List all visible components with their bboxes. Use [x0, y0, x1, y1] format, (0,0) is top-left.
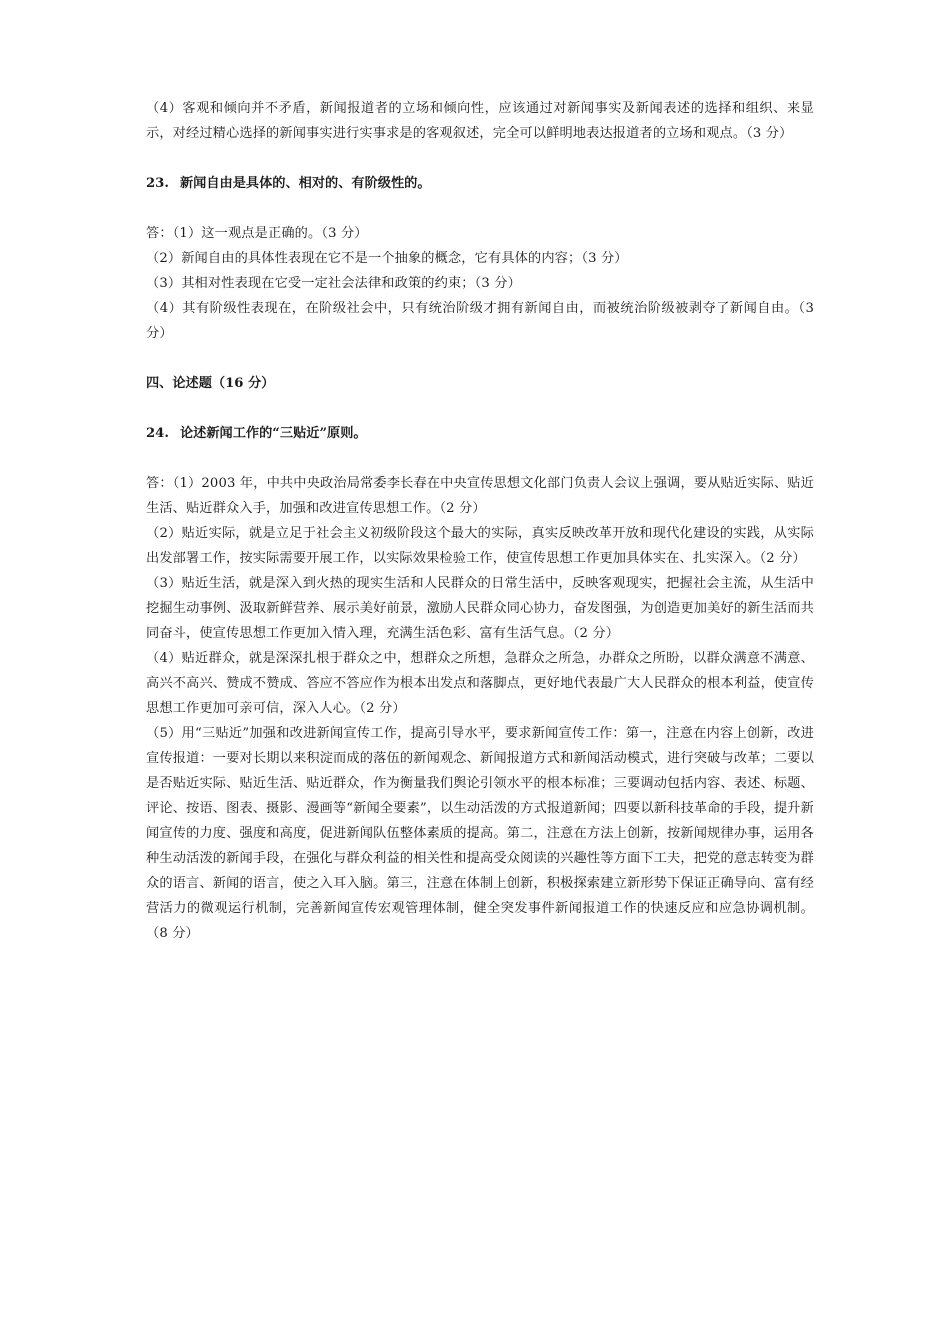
spacer — [146, 396, 814, 421]
question-24-number: 24. — [146, 426, 169, 441]
spacer — [146, 346, 814, 371]
document-page — [146, 96, 814, 946]
question-23-title — [146, 171, 814, 196]
question-24-title — [146, 421, 814, 446]
question-23-answer-3: （3）其相对性表现在它受一定社会法律和政策的约束；（3 分） — [146, 276, 521, 291]
question-23-answer-2: （2）新闻自由的具体性表现在它不是一个抽象的概念，它有具体的内容；（3 分） — [146, 251, 628, 266]
question-24-answer-3: （3）贴近生活，就是深入到火热的现实生活和人民群众的日常生活中，反映客观现实，把握社会主流，从生活中挖掘生动事例、汲取新鲜营养、展示美好前景，激励人民群众同心协力，奋发图强，为创造更加美好的新生活而共同奋斗，使宣传思想工作更加入情入理，充满生活色彩、富有生活气息。（2 分） — [146, 576, 814, 641]
spacer — [146, 446, 814, 471]
prev-answer-item-4: （4）客观和倾向并不矛盾，新闻报道者的立场和倾向性，应该通过对新闻事实及新闻表述的选择和组织、来显示，对经过精心选择的新闻事实进行实事求是的客观叙述，完全可以鲜明地表达报道者的立场和观点。（3 分） — [146, 101, 814, 141]
question-24-answer-1: 答：（1）2003 年，中共中央政治局常委李长春在中央宣传思想文化部门负责人会议上强调，要从贴近实际、贴近生活、贴近群众入手，加强和改进宣传思想工作。（2 分） — [146, 476, 814, 516]
section-4-title: 四、论述题（16 分） — [146, 376, 275, 391]
question-24-answer-2: （2）贴近实际，就是立足于社会主义初级阶段这个最大的实际，真实反映改革开放和现代化建设的实践，从实际出发部署工作，按实际需要开展工作，以实际效果检验工作，使宣传思想工作更加具体实在、扎实深入。（2 分） — [146, 526, 814, 566]
question-24-text: 论述新闻工作的“三贴近”原则。 — [180, 426, 367, 441]
spacer — [146, 196, 814, 221]
question-23-number: 23. — [146, 176, 169, 191]
question-23-answer-1: 答：（1）这一观点是正确的。（3 分） — [146, 226, 368, 241]
question-24-answer-4: （4）贴近群众，就是深深扎根于群众之中，想群众之所想，急群众之所急，办群众之所盼，以群众满意不满意、高兴不高兴、赞成不赞成、答应不答应作为根本出发点和落脚点，更好地代表最广大人民群众的根本利益，使宣传思想工作更加可亲可信，深入人心。（2 分） — [146, 651, 814, 716]
question-23-answer-4: （4）其有阶级性表现在，在阶级社会中，只有统治阶级才拥有新闻自由，而被统治阶级被剥夺了新闻自由。（3 分） — [146, 301, 814, 341]
question-23-text: 新闻自由是具体的、相对的、有阶级性的。 — [180, 176, 431, 191]
question-24-answer-5: （5）用“三贴近”加强和改进新闻宣传工作，提高引导水平，要求新闻宣传工作：第一，注意在内容上创新，改进宣传报道：一要对长期以来积淀而成的落伍的新闻观念、新闻报道方式和新闻活动模式，进行突破与改革；二要以是否贴近实际、贴近生活、贴近群众，作为衡量我们舆论引领水平的根本标准；三要调动包括内容、表述、标题、评论、按语、图表、摄影、漫画等“新闻全要素”，以生动活泼的方式报道新闻；四要以新科技革命的手段，提升新闻宣传的力度、强度和高度，促进新闻队伍整体素质的提高。第二，注意在方法上创新，按新闻规律办事，运用各种生动活泼的新闻手段，在强化与群众利益的相关性和提高受众阅读的兴趣性等方面下工夫，把党的意志转变为群众的语言、新闻的语言，使之入耳入脑。第三，注意在体制上创新，积极探索建立新形势下保证正确导向、富有经营活力的微观运行机制，完善新闻宣传宏观管理体制，健全突发事件新闻报道工作的快速反应和应急协调机制。（8 分） — [146, 726, 814, 941]
spacer — [146, 146, 814, 171]
